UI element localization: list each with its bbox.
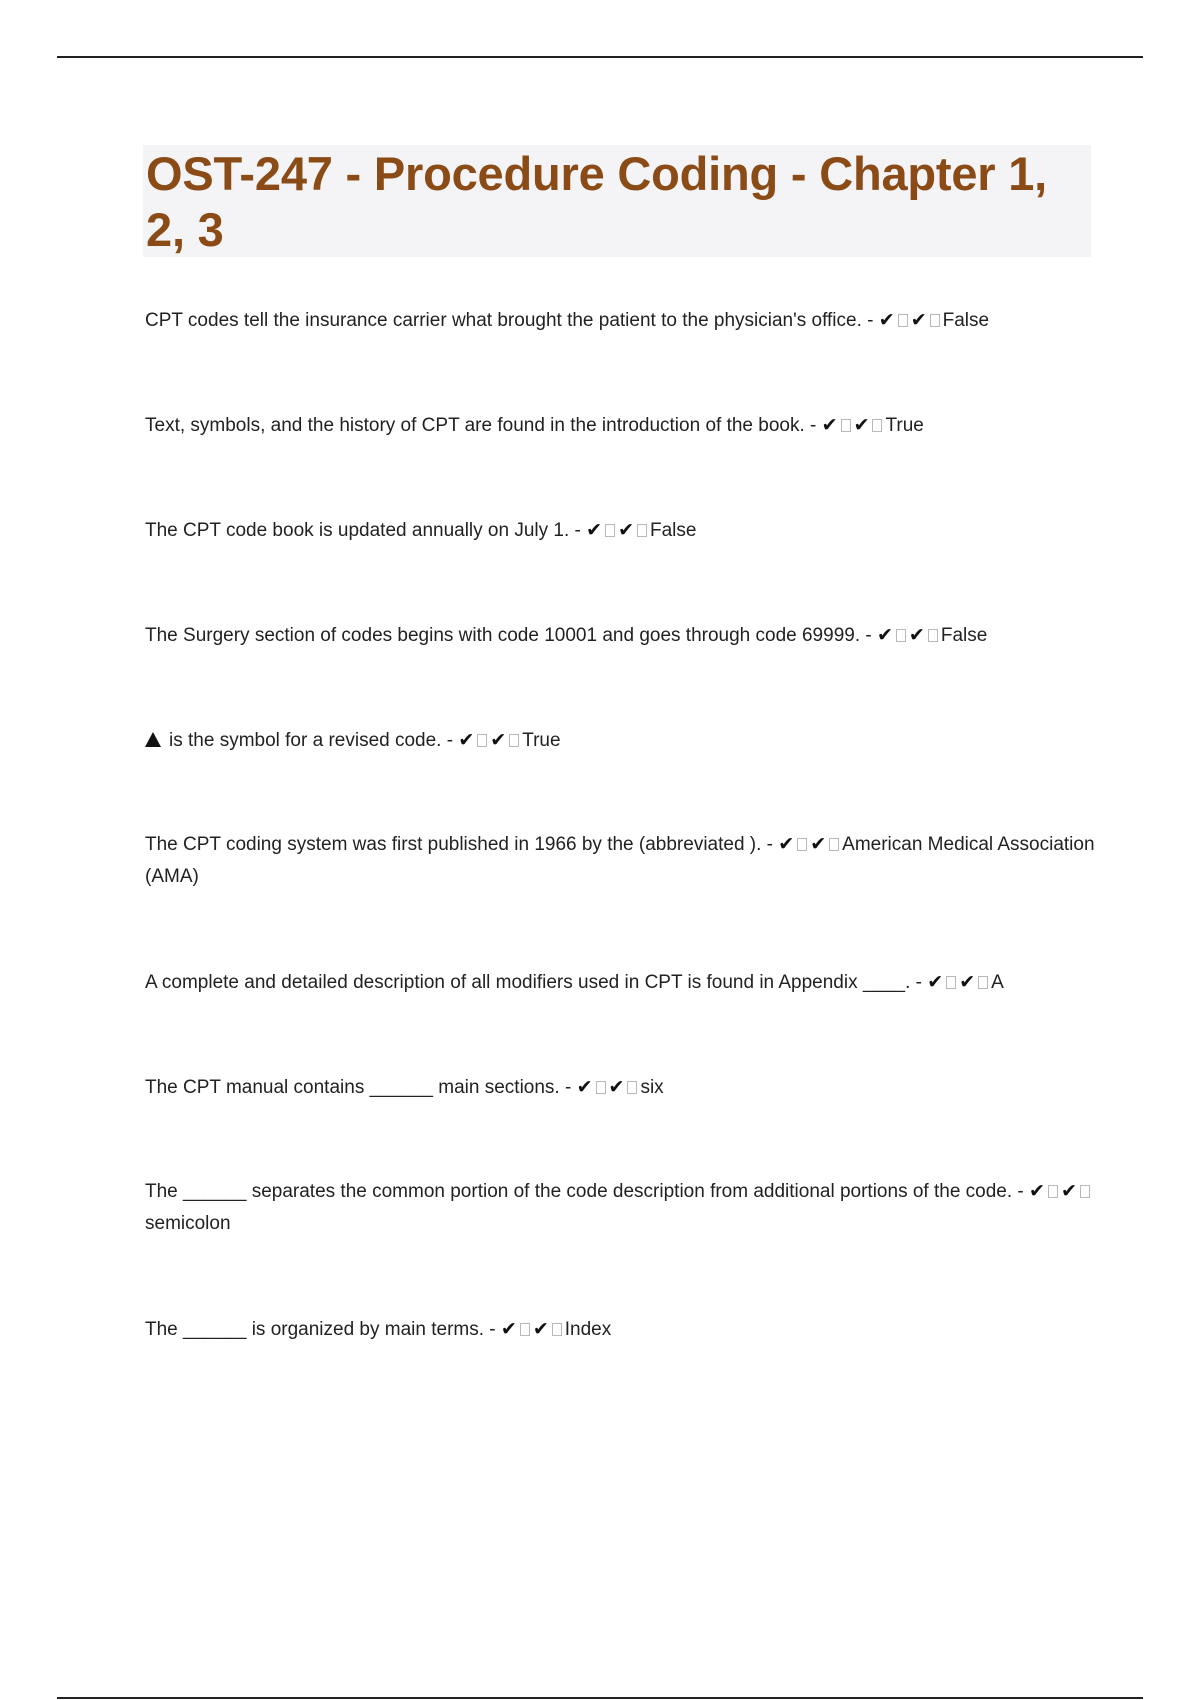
separator: -	[804, 415, 822, 436]
page-title: OST-247 - Procedure Coding - Chapter 1, 2, 3	[146, 147, 1048, 256]
box-icon	[896, 629, 906, 642]
box-icon	[797, 838, 807, 851]
box-icon	[520, 1323, 530, 1336]
top-rule	[57, 56, 1143, 58]
check-icon: ✔	[810, 833, 827, 855]
check-icon: ✔	[1060, 1180, 1077, 1202]
check-icon: ✔	[877, 624, 893, 646]
answer-text: False	[940, 625, 988, 646]
box-icon	[637, 524, 647, 537]
question-text: Text, symbols, and the history of CPT are found in the introduction of the book.	[145, 415, 805, 436]
box-icon	[605, 524, 615, 537]
question-text: The CPT coding system was first published in 1966 by the (abbreviated ).	[145, 834, 762, 855]
answer-text: American Medical Association (AMA)	[145, 834, 1095, 887]
qa-item-4	[145, 619, 1095, 652]
box-icon	[872, 419, 882, 432]
separator: -	[559, 1077, 577, 1098]
triangle-icon	[145, 732, 161, 747]
check-icon: ✔	[608, 1076, 625, 1098]
box-icon	[841, 419, 851, 432]
box-icon	[898, 314, 908, 327]
box-icon	[509, 734, 519, 747]
check-icon: ✔	[618, 519, 634, 541]
question-text: The CPT code book is updated annually on July 1.	[145, 520, 570, 541]
qa-item-6	[145, 828, 1095, 893]
bottom-rule	[57, 1697, 1143, 1699]
box-icon	[946, 976, 956, 989]
question-text: The ______ is organized by main terms.	[145, 1319, 485, 1340]
question-text: The ______ separates the common portion of the code description from additional portions of the code.	[145, 1181, 1013, 1202]
separator: -	[861, 310, 879, 331]
qa-item-1	[145, 304, 1095, 337]
qa-item-7	[145, 966, 1095, 999]
check-icon: ✔	[853, 414, 870, 436]
box-icon	[1080, 1185, 1090, 1198]
answer-text: semicolon	[145, 1213, 231, 1234]
box-icon	[930, 314, 940, 327]
qa-item-10	[145, 1313, 1095, 1346]
check-icon: ✔	[458, 729, 475, 751]
box-icon	[596, 1081, 606, 1094]
answer-text: True	[885, 415, 924, 436]
check-icon: ✔	[500, 1318, 517, 1340]
check-icon: ✔	[586, 519, 603, 541]
qa-item-3	[145, 514, 1095, 547]
question-text: The Surgery section of codes begins with code 10001 and goes through code 69999.	[145, 625, 861, 646]
separator: -	[761, 834, 779, 855]
separator: -	[860, 625, 877, 646]
check-icon: ✔	[910, 309, 927, 331]
box-icon	[978, 976, 988, 989]
qa-item-2	[145, 409, 1095, 442]
qa-item-9	[145, 1175, 1095, 1240]
box-icon	[477, 734, 487, 747]
check-icon: ✔	[959, 971, 976, 993]
check-icon: ✔	[878, 309, 895, 331]
qa-item-5	[145, 724, 1095, 757]
check-icon: ✔	[908, 624, 925, 646]
separator: -	[1012, 1181, 1030, 1202]
check-icon: ✔	[778, 833, 795, 855]
question-text: A complete and detailed description of all modifiers used in CPT is found in Appendix ____.	[145, 972, 911, 993]
answer-text: A	[991, 972, 1004, 993]
check-icon: ✔	[821, 414, 838, 436]
check-icon: ✔	[576, 1076, 593, 1098]
question-text: The CPT manual contains ______ main sections.	[145, 1077, 560, 1098]
answer-text: False	[650, 520, 697, 541]
separator: -	[569, 520, 587, 541]
separator: -	[910, 972, 928, 993]
separator: -	[484, 1319, 501, 1340]
answer-text: Index	[564, 1319, 612, 1340]
answer-text: True	[522, 730, 561, 751]
separator: -	[441, 730, 459, 751]
box-icon	[552, 1323, 562, 1336]
check-icon: ✔	[927, 971, 944, 993]
answer-text: False	[942, 310, 990, 331]
question-text: is the symbol for a revised code.	[169, 730, 442, 751]
question-text: CPT codes tell the insurance carrier what brought the patient to the physician's office.	[145, 310, 862, 331]
check-icon: ✔	[1029, 1180, 1045, 1202]
check-icon: ✔	[490, 729, 507, 751]
box-icon	[627, 1081, 637, 1094]
box-icon	[829, 838, 839, 851]
check-icon: ✔	[532, 1318, 549, 1340]
box-icon	[1048, 1185, 1058, 1198]
answer-text: six	[640, 1077, 664, 1098]
box-icon	[928, 629, 938, 642]
qa-item-8	[145, 1071, 1095, 1104]
